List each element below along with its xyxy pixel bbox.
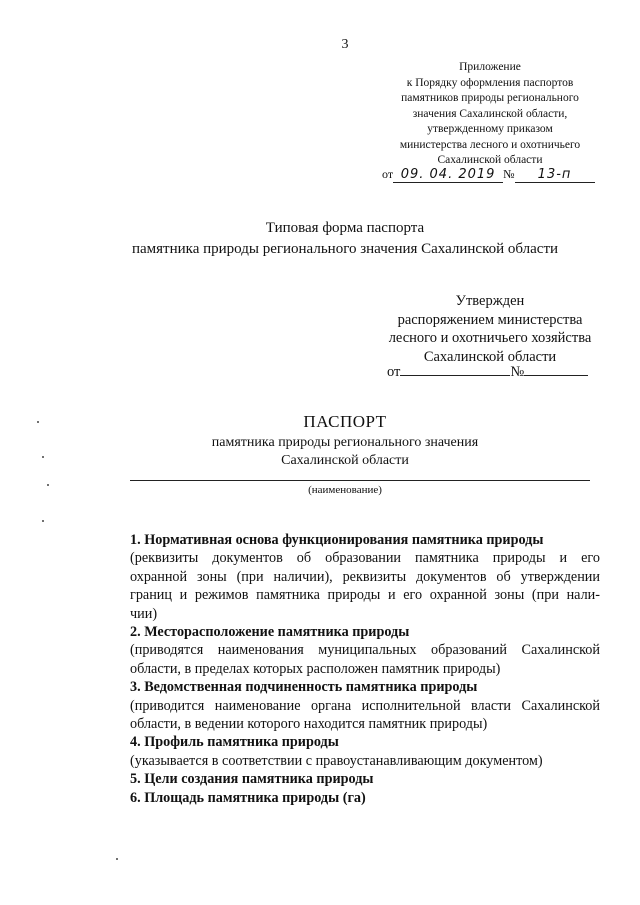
section-1-heading: 1. Нормативная основа функционирования памятника природы [130, 532, 544, 548]
section-3-heading: 3. Ведомственная подчиненность памятника природы [130, 679, 478, 696]
appendix-date-line [382, 167, 595, 183]
approval-date-prefix: от [387, 364, 401, 380]
passport-sections [130, 531, 600, 807]
approval-number-prefix: № [510, 364, 525, 380]
approval-line: лесного и охотничьего хозяйства [388, 330, 592, 346]
appendix-line: утвержденному приказом [427, 123, 553, 135]
section-6-heading: 6. Площадь памятника природы (га) [130, 789, 366, 806]
section-2-text: (приводятся наименования муниципальных образований Сахалинской [130, 642, 600, 659]
approval-line: Сахалинской области [423, 348, 557, 365]
section-1-text: чии) [130, 605, 158, 622]
section-2-heading: 2. Месторасположение памятника природы [130, 624, 410, 641]
name-caption: (наименование) [308, 484, 382, 496]
appendix-date-handwritten: 09. 04. 2019 [393, 167, 503, 183]
appendix-line: министерства лесного и охотничьего [399, 138, 581, 151]
appendix-date-prefix: от [382, 167, 394, 181]
form-title [0, 218, 640, 260]
section-3-text: (приводится наименование органа исполнительной власти Сахалинской [130, 697, 600, 714]
page-number: 3 [341, 37, 349, 52]
approval-number-blank [524, 363, 588, 376]
section-2-text: области, в пределах которых расположен памятник природы) [130, 660, 501, 677]
appendix-line: Приложение [459, 61, 521, 73]
section-5-heading: 5. Цели создания памятника природы [130, 771, 374, 788]
passport-subtitle-line-2: Сахалинской области [281, 453, 409, 468]
appendix-line: к Порядку оформления паспортов [406, 76, 574, 89]
appendix-line: памятников природы регионального [401, 92, 579, 104]
scan-speck [37, 421, 39, 423]
section-3-text: области, в ведении которого находится памятник природы) [130, 716, 488, 733]
approval-line: Утвержден [455, 293, 525, 309]
section-1-text: границ и режимов памятника природы и его охранной зоны (при нали- [130, 587, 600, 604]
approval-block [370, 292, 610, 366]
form-title-line-1: Типовая форма паспорта [265, 220, 425, 236]
scan-speck [42, 456, 44, 458]
appendix-number-handwritten: 13-п [515, 167, 595, 183]
passport-subtitle [0, 434, 640, 470]
appendix-line: значения Сахалинской области, [412, 107, 568, 120]
scan-speck [42, 520, 44, 522]
approval-date-line [387, 363, 588, 381]
section-1-text: (реквизиты документов об образовании памятника природы и его [130, 550, 600, 567]
appendix-line: Сахалинской области [437, 154, 543, 166]
form-title-line-2: памятника природы регионального значения Сахалинской области [131, 241, 559, 257]
name-underline [130, 480, 590, 481]
passport-title: ПАСПОРТ [303, 412, 387, 431]
scan-speck [47, 484, 49, 486]
section-4-text: (указывается в соответствии с правоустанавливающим документом) [130, 752, 543, 769]
passport-subtitle-line-1: памятника природы регионального значения [211, 435, 479, 450]
approval-line: распоряжением министерства [397, 311, 583, 328]
scan-speck [116, 858, 118, 860]
approval-date-blank [400, 363, 510, 376]
appendix-number-prefix: № [503, 167, 515, 181]
appendix-block [360, 60, 620, 169]
section-4-heading: 4. Профиль памятника природы [130, 734, 339, 751]
section-1-text: охранной зоны (при наличии), реквизиты документов об утверждении [130, 568, 600, 585]
